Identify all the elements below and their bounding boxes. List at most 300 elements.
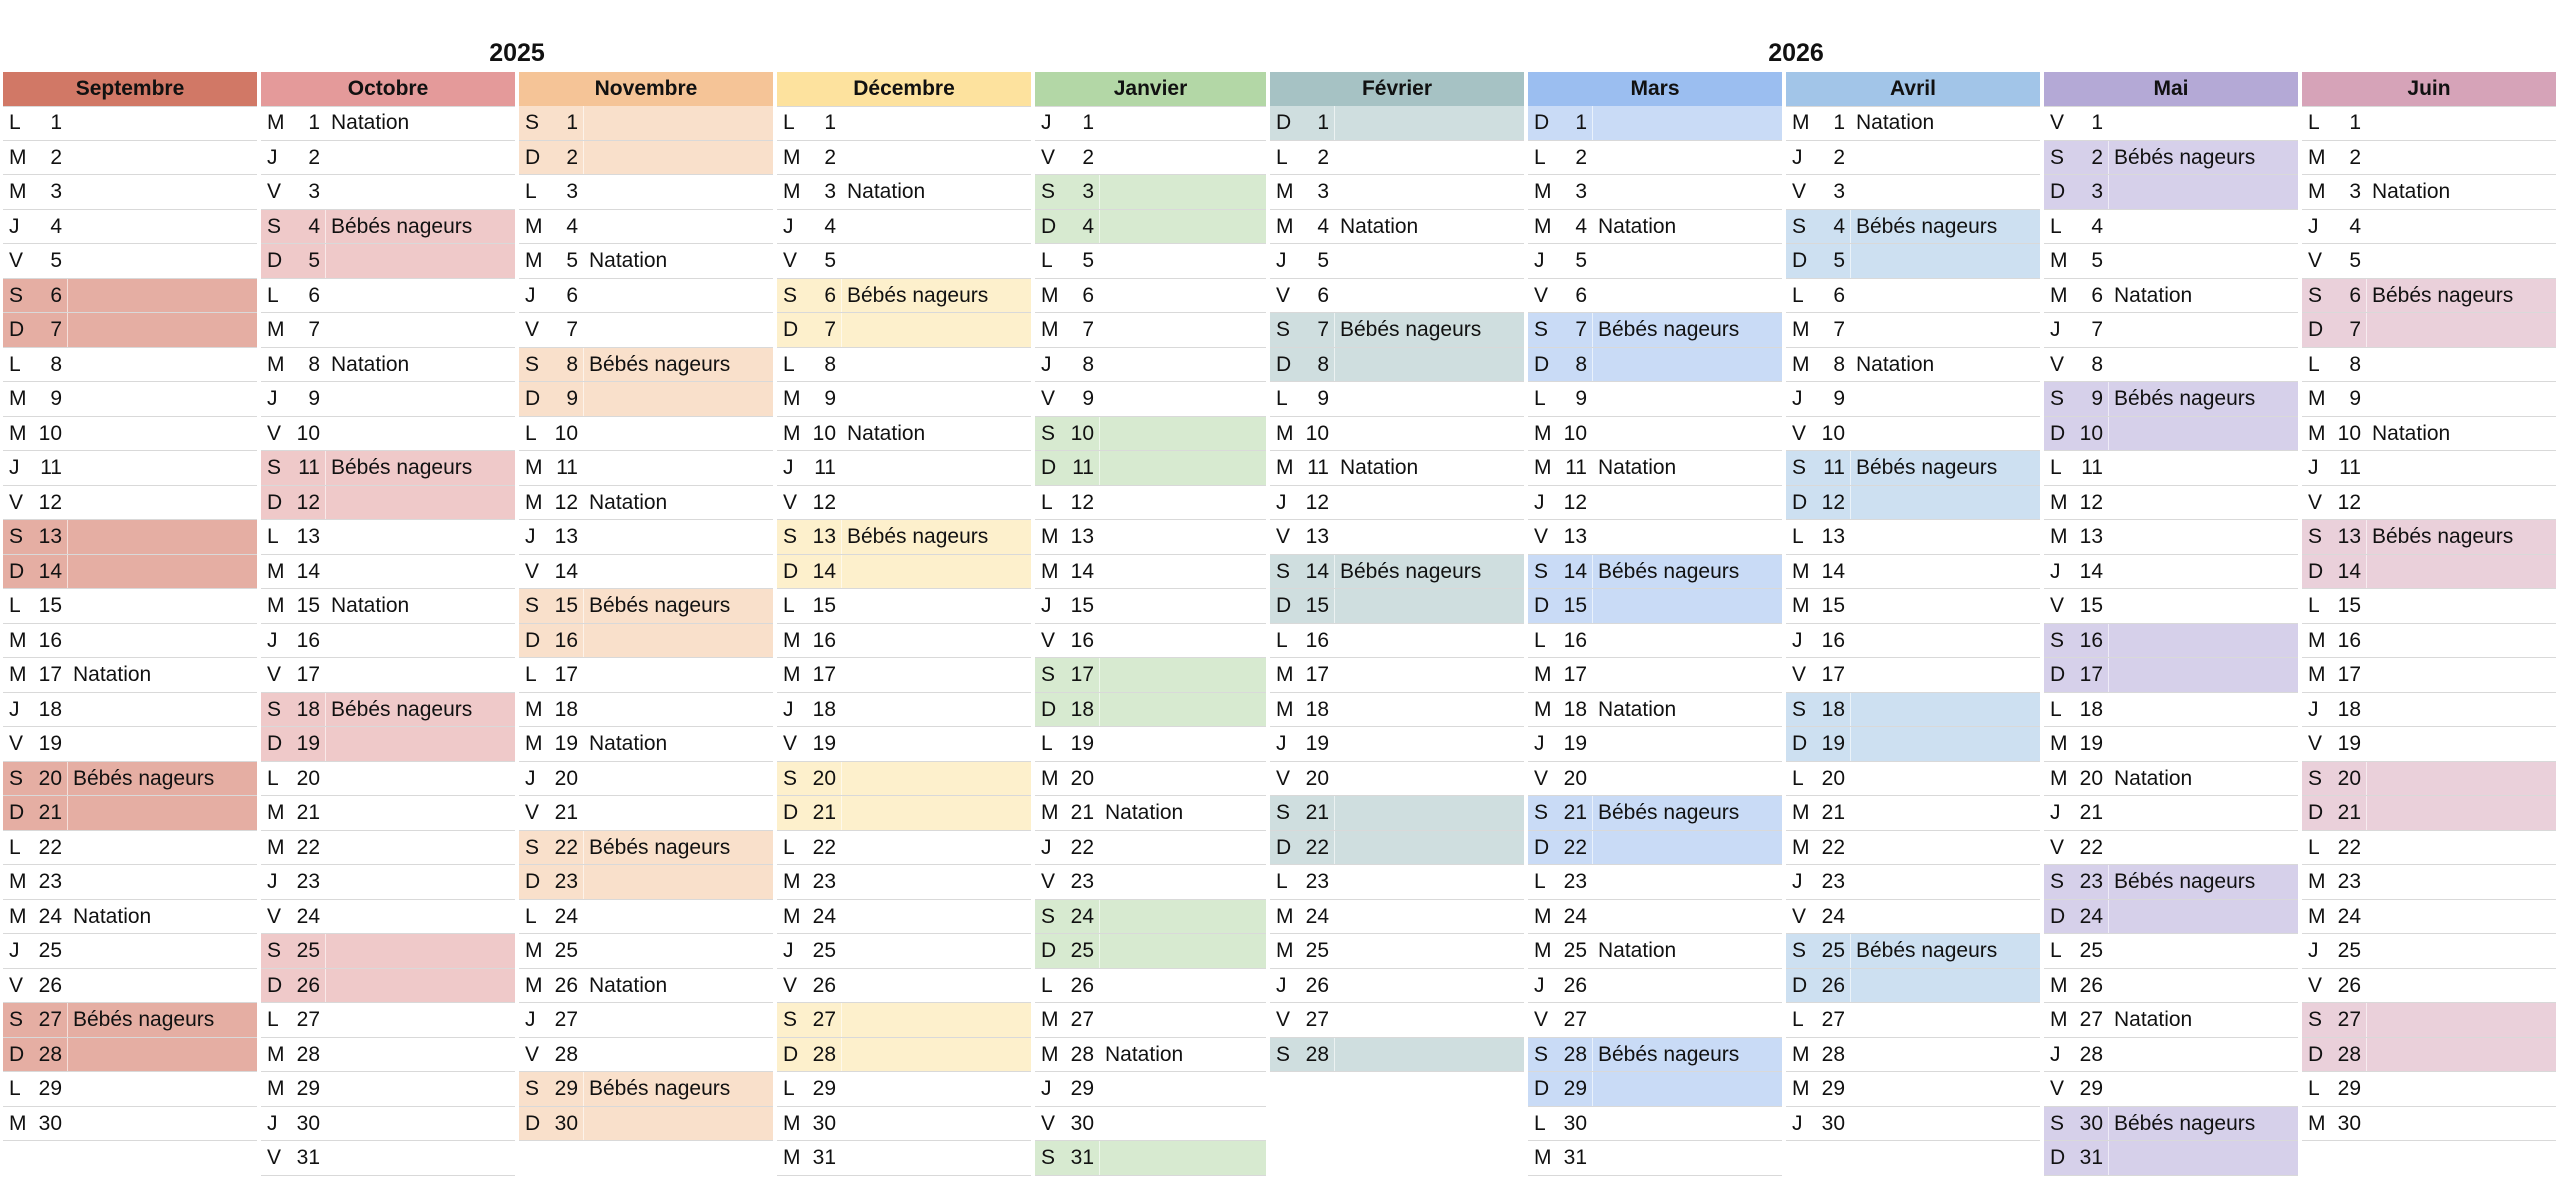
- day-cell[interactable]: [1270, 451, 1524, 486]
- day-cell[interactable]: [519, 313, 773, 348]
- day-cell[interactable]: [3, 520, 257, 555]
- day-cell[interactable]: [777, 210, 1031, 245]
- day-cell[interactable]: [519, 969, 773, 1004]
- day-cell[interactable]: [777, 313, 1031, 348]
- day-cell[interactable]: [261, 693, 515, 728]
- day-cell[interactable]: [777, 693, 1031, 728]
- day-cell[interactable]: [1035, 762, 1266, 797]
- day-cell[interactable]: [261, 1038, 515, 1073]
- day-cell[interactable]: [2044, 279, 2298, 314]
- day-cell[interactable]: [777, 831, 1031, 866]
- day-cell[interactable]: [519, 831, 773, 866]
- day-cell[interactable]: [519, 520, 773, 555]
- day-cell[interactable]: [1786, 348, 2040, 383]
- day-cell[interactable]: [2044, 589, 2298, 624]
- day-cell[interactable]: [2302, 417, 2556, 452]
- day-cell[interactable]: [777, 486, 1031, 521]
- day-cell[interactable]: [519, 1038, 773, 1073]
- day-cell[interactable]: [777, 141, 1031, 176]
- day-cell[interactable]: [1270, 900, 1524, 935]
- day-cell[interactable]: [2302, 831, 2556, 866]
- day-cell[interactable]: [1270, 934, 1524, 969]
- day-cell[interactable]: [1786, 762, 2040, 797]
- day-cell[interactable]: [2302, 555, 2556, 590]
- day-cell[interactable]: [1786, 382, 2040, 417]
- day-cell[interactable]: [261, 244, 515, 279]
- day-cell[interactable]: [519, 451, 773, 486]
- day-cell[interactable]: [1786, 969, 2040, 1004]
- day-cell[interactable]: [261, 106, 515, 141]
- day-cell[interactable]: [2044, 693, 2298, 728]
- day-cell[interactable]: [1270, 382, 1524, 417]
- day-cell[interactable]: [777, 969, 1031, 1004]
- day-cell[interactable]: [1035, 1003, 1266, 1038]
- day-cell[interactable]: [3, 313, 257, 348]
- day-cell[interactable]: [1786, 244, 2040, 279]
- day-cell[interactable]: [1270, 106, 1524, 141]
- day-cell[interactable]: [777, 244, 1031, 279]
- day-cell[interactable]: [2044, 520, 2298, 555]
- day-cell[interactable]: [1270, 313, 1524, 348]
- day-cell[interactable]: [1528, 1141, 1782, 1176]
- day-cell[interactable]: [2302, 865, 2556, 900]
- day-cell[interactable]: [1035, 796, 1266, 831]
- day-cell[interactable]: [1270, 348, 1524, 383]
- day-cell[interactable]: [2302, 1038, 2556, 1073]
- day-cell[interactable]: [519, 934, 773, 969]
- day-cell[interactable]: [2302, 1072, 2556, 1107]
- day-cell[interactable]: [2302, 210, 2556, 245]
- day-cell[interactable]: [1786, 279, 2040, 314]
- day-cell[interactable]: [519, 1003, 773, 1038]
- day-cell[interactable]: [261, 313, 515, 348]
- day-cell[interactable]: [3, 1038, 257, 1073]
- day-cell[interactable]: [1528, 900, 1782, 935]
- day-cell[interactable]: [777, 658, 1031, 693]
- day-cell[interactable]: [777, 1072, 1031, 1107]
- day-cell[interactable]: [519, 175, 773, 210]
- day-cell[interactable]: [1786, 658, 2040, 693]
- day-cell[interactable]: [1270, 520, 1524, 555]
- day-cell[interactable]: [1528, 589, 1782, 624]
- day-cell[interactable]: [261, 382, 515, 417]
- day-cell[interactable]: [1270, 762, 1524, 797]
- day-cell[interactable]: [1035, 486, 1266, 521]
- day-cell[interactable]: [1786, 417, 2040, 452]
- day-cell[interactable]: [2044, 382, 2298, 417]
- day-cell[interactable]: [2302, 934, 2556, 969]
- day-cell[interactable]: [2302, 451, 2556, 486]
- day-cell[interactable]: [1270, 624, 1524, 659]
- day-cell[interactable]: [3, 934, 257, 969]
- day-cell[interactable]: [261, 520, 515, 555]
- day-cell[interactable]: [3, 451, 257, 486]
- day-cell[interactable]: [1528, 244, 1782, 279]
- day-cell[interactable]: [777, 727, 1031, 762]
- day-cell[interactable]: [1528, 555, 1782, 590]
- day-cell[interactable]: [1786, 555, 2040, 590]
- day-cell[interactable]: [1035, 417, 1266, 452]
- day-cell[interactable]: [1270, 589, 1524, 624]
- day-cell[interactable]: [261, 762, 515, 797]
- day-cell[interactable]: [261, 279, 515, 314]
- day-cell[interactable]: [1035, 313, 1266, 348]
- day-cell[interactable]: [1528, 762, 1782, 797]
- day-cell[interactable]: [1035, 969, 1266, 1004]
- day-cell[interactable]: [2044, 106, 2298, 141]
- day-cell[interactable]: [777, 175, 1031, 210]
- day-cell[interactable]: [261, 1107, 515, 1142]
- day-cell[interactable]: [2302, 486, 2556, 521]
- day-cell[interactable]: [2302, 624, 2556, 659]
- day-cell[interactable]: [519, 382, 773, 417]
- day-cell[interactable]: [2302, 244, 2556, 279]
- day-cell[interactable]: [1035, 520, 1266, 555]
- day-cell[interactable]: [1270, 210, 1524, 245]
- day-cell[interactable]: [777, 900, 1031, 935]
- day-cell[interactable]: [1528, 865, 1782, 900]
- day-cell[interactable]: [2044, 555, 2298, 590]
- day-cell[interactable]: [3, 727, 257, 762]
- day-cell[interactable]: [777, 762, 1031, 797]
- day-cell[interactable]: [1270, 175, 1524, 210]
- day-cell[interactable]: [261, 175, 515, 210]
- day-cell[interactable]: [1035, 555, 1266, 590]
- day-cell[interactable]: [1786, 520, 2040, 555]
- day-cell[interactable]: [1270, 658, 1524, 693]
- day-cell[interactable]: [519, 417, 773, 452]
- day-cell[interactable]: [1035, 210, 1266, 245]
- day-cell[interactable]: [2302, 900, 2556, 935]
- day-cell[interactable]: [261, 141, 515, 176]
- day-cell[interactable]: [261, 831, 515, 866]
- day-cell[interactable]: [777, 1107, 1031, 1142]
- day-cell[interactable]: [2302, 727, 2556, 762]
- day-cell[interactable]: [2044, 1003, 2298, 1038]
- day-cell[interactable]: [1035, 831, 1266, 866]
- day-cell[interactable]: [519, 900, 773, 935]
- day-cell[interactable]: [2044, 969, 2298, 1004]
- day-cell[interactable]: [1035, 934, 1266, 969]
- day-cell[interactable]: [1035, 1038, 1266, 1073]
- day-cell[interactable]: [2044, 1107, 2298, 1142]
- day-cell[interactable]: [3, 969, 257, 1004]
- day-cell[interactable]: [3, 210, 257, 245]
- day-cell[interactable]: [2044, 1038, 2298, 1073]
- day-cell[interactable]: [3, 796, 257, 831]
- day-cell[interactable]: [261, 555, 515, 590]
- day-cell[interactable]: [3, 555, 257, 590]
- day-cell[interactable]: [1035, 175, 1266, 210]
- day-cell[interactable]: [777, 865, 1031, 900]
- day-cell[interactable]: [519, 658, 773, 693]
- day-cell[interactable]: [1528, 382, 1782, 417]
- day-cell[interactable]: [1270, 1003, 1524, 1038]
- day-cell[interactable]: [1528, 934, 1782, 969]
- day-cell[interactable]: [3, 348, 257, 383]
- day-cell[interactable]: [3, 106, 257, 141]
- day-cell[interactable]: [1528, 1003, 1782, 1038]
- day-cell[interactable]: [1528, 175, 1782, 210]
- day-cell[interactable]: [2302, 1107, 2556, 1142]
- day-cell[interactable]: [261, 900, 515, 935]
- day-cell[interactable]: [519, 555, 773, 590]
- day-cell[interactable]: [1786, 693, 2040, 728]
- day-cell[interactable]: [3, 589, 257, 624]
- day-cell[interactable]: [1528, 417, 1782, 452]
- day-cell[interactable]: [2044, 244, 2298, 279]
- day-cell[interactable]: [519, 589, 773, 624]
- day-cell[interactable]: [2302, 279, 2556, 314]
- day-cell[interactable]: [2044, 658, 2298, 693]
- day-cell[interactable]: [519, 348, 773, 383]
- day-cell[interactable]: [1035, 658, 1266, 693]
- day-cell[interactable]: [1786, 141, 2040, 176]
- day-cell[interactable]: [2044, 210, 2298, 245]
- day-cell[interactable]: [2044, 451, 2298, 486]
- day-cell[interactable]: [1528, 520, 1782, 555]
- day-cell[interactable]: [2044, 624, 2298, 659]
- day-cell[interactable]: [1270, 555, 1524, 590]
- day-cell[interactable]: [519, 762, 773, 797]
- day-cell[interactable]: [3, 762, 257, 797]
- day-cell[interactable]: [777, 451, 1031, 486]
- day-cell[interactable]: [1786, 900, 2040, 935]
- day-cell[interactable]: [3, 865, 257, 900]
- day-cell[interactable]: [777, 520, 1031, 555]
- day-cell[interactable]: [1035, 900, 1266, 935]
- day-cell[interactable]: [2044, 762, 2298, 797]
- day-cell[interactable]: [2044, 486, 2298, 521]
- day-cell[interactable]: [3, 486, 257, 521]
- day-cell[interactable]: [261, 210, 515, 245]
- day-cell[interactable]: [2044, 831, 2298, 866]
- day-cell[interactable]: [777, 1141, 1031, 1176]
- day-cell[interactable]: [3, 382, 257, 417]
- day-cell[interactable]: [777, 417, 1031, 452]
- day-cell[interactable]: [519, 727, 773, 762]
- day-cell[interactable]: [2044, 1141, 2298, 1176]
- day-cell[interactable]: [2044, 348, 2298, 383]
- day-cell[interactable]: [1786, 486, 2040, 521]
- day-cell[interactable]: [777, 279, 1031, 314]
- day-cell[interactable]: [3, 417, 257, 452]
- day-cell[interactable]: [1270, 969, 1524, 1004]
- day-cell[interactable]: [1786, 1107, 2040, 1142]
- day-cell[interactable]: [261, 624, 515, 659]
- day-cell[interactable]: [2302, 382, 2556, 417]
- day-cell[interactable]: [2302, 969, 2556, 1004]
- day-cell[interactable]: [2044, 313, 2298, 348]
- day-cell[interactable]: [1786, 1003, 2040, 1038]
- day-cell[interactable]: [777, 589, 1031, 624]
- day-cell[interactable]: [261, 934, 515, 969]
- day-cell[interactable]: [1035, 106, 1266, 141]
- day-cell[interactable]: [1035, 279, 1266, 314]
- day-cell[interactable]: [1786, 451, 2040, 486]
- day-cell[interactable]: [1786, 175, 2040, 210]
- day-cell[interactable]: [1270, 727, 1524, 762]
- day-cell[interactable]: [261, 589, 515, 624]
- day-cell[interactable]: [1035, 382, 1266, 417]
- day-cell[interactable]: [519, 693, 773, 728]
- day-cell[interactable]: [1786, 865, 2040, 900]
- day-cell[interactable]: [1786, 313, 2040, 348]
- day-cell[interactable]: [261, 865, 515, 900]
- day-cell[interactable]: [1270, 244, 1524, 279]
- day-cell[interactable]: [2302, 106, 2556, 141]
- day-cell[interactable]: [519, 244, 773, 279]
- day-cell[interactable]: [1786, 796, 2040, 831]
- day-cell[interactable]: [777, 348, 1031, 383]
- day-cell[interactable]: [3, 624, 257, 659]
- day-cell[interactable]: [1270, 141, 1524, 176]
- day-cell[interactable]: [1786, 1072, 2040, 1107]
- day-cell[interactable]: [1270, 417, 1524, 452]
- day-cell[interactable]: [777, 796, 1031, 831]
- day-cell[interactable]: [261, 417, 515, 452]
- day-cell[interactable]: [1035, 589, 1266, 624]
- day-cell[interactable]: [519, 796, 773, 831]
- day-cell[interactable]: [1786, 106, 2040, 141]
- day-cell[interactable]: [2302, 520, 2556, 555]
- day-cell[interactable]: [2302, 762, 2556, 797]
- day-cell[interactable]: [1786, 727, 2040, 762]
- day-cell[interactable]: [1270, 796, 1524, 831]
- day-cell[interactable]: [3, 279, 257, 314]
- day-cell[interactable]: [2302, 175, 2556, 210]
- day-cell[interactable]: [777, 1003, 1031, 1038]
- day-cell[interactable]: [1528, 624, 1782, 659]
- day-cell[interactable]: [1528, 451, 1782, 486]
- day-cell[interactable]: [1528, 969, 1782, 1004]
- day-cell[interactable]: [261, 486, 515, 521]
- day-cell[interactable]: [519, 279, 773, 314]
- day-cell[interactable]: [1528, 727, 1782, 762]
- day-cell[interactable]: [1035, 1107, 1266, 1142]
- day-cell[interactable]: [1035, 451, 1266, 486]
- day-cell[interactable]: [2302, 693, 2556, 728]
- day-cell[interactable]: [2302, 348, 2556, 383]
- day-cell[interactable]: [1528, 313, 1782, 348]
- day-cell[interactable]: [1035, 1072, 1266, 1107]
- day-cell[interactable]: [1528, 106, 1782, 141]
- day-cell[interactable]: [1528, 831, 1782, 866]
- day-cell[interactable]: [777, 1038, 1031, 1073]
- day-cell[interactable]: [261, 658, 515, 693]
- day-cell[interactable]: [2044, 141, 2298, 176]
- day-cell[interactable]: [2302, 1003, 2556, 1038]
- day-cell[interactable]: [1035, 865, 1266, 900]
- day-cell[interactable]: [1528, 796, 1782, 831]
- day-cell[interactable]: [261, 1141, 515, 1176]
- day-cell[interactable]: [1035, 693, 1266, 728]
- day-cell[interactable]: [777, 555, 1031, 590]
- day-cell[interactable]: [3, 175, 257, 210]
- day-cell[interactable]: [1786, 210, 2040, 245]
- day-cell[interactable]: [777, 106, 1031, 141]
- day-cell[interactable]: [1528, 141, 1782, 176]
- day-cell[interactable]: [3, 693, 257, 728]
- day-cell[interactable]: [777, 382, 1031, 417]
- day-cell[interactable]: [3, 831, 257, 866]
- day-cell[interactable]: [2302, 658, 2556, 693]
- day-cell[interactable]: [261, 969, 515, 1004]
- day-cell[interactable]: [519, 106, 773, 141]
- day-cell[interactable]: [1035, 1141, 1266, 1176]
- day-cell[interactable]: [777, 934, 1031, 969]
- day-cell[interactable]: [519, 1072, 773, 1107]
- day-cell[interactable]: [1270, 1038, 1524, 1073]
- day-cell[interactable]: [1528, 210, 1782, 245]
- day-cell[interactable]: [1270, 693, 1524, 728]
- day-cell[interactable]: [2044, 934, 2298, 969]
- day-cell[interactable]: [2044, 796, 2298, 831]
- day-cell[interactable]: [2044, 865, 2298, 900]
- day-cell[interactable]: [261, 727, 515, 762]
- day-cell[interactable]: [261, 348, 515, 383]
- day-cell[interactable]: [261, 796, 515, 831]
- day-cell[interactable]: [261, 1003, 515, 1038]
- day-cell[interactable]: [3, 141, 257, 176]
- day-cell[interactable]: [3, 1003, 257, 1038]
- day-cell[interactable]: [1035, 244, 1266, 279]
- day-cell[interactable]: [1528, 1107, 1782, 1142]
- day-cell[interactable]: [2044, 417, 2298, 452]
- day-cell[interactable]: [3, 658, 257, 693]
- day-cell[interactable]: [3, 900, 257, 935]
- day-cell[interactable]: [1786, 624, 2040, 659]
- day-cell[interactable]: [1528, 658, 1782, 693]
- day-cell[interactable]: [1528, 693, 1782, 728]
- day-cell[interactable]: [3, 1072, 257, 1107]
- day-cell[interactable]: [1528, 486, 1782, 521]
- day-cell[interactable]: [1786, 831, 2040, 866]
- day-cell[interactable]: [1786, 934, 2040, 969]
- day-cell[interactable]: [777, 624, 1031, 659]
- day-cell[interactable]: [3, 244, 257, 279]
- day-cell[interactable]: [1270, 279, 1524, 314]
- day-cell[interactable]: [519, 1107, 773, 1142]
- day-cell[interactable]: [1270, 865, 1524, 900]
- day-cell[interactable]: [2044, 900, 2298, 935]
- day-cell[interactable]: [1035, 624, 1266, 659]
- day-cell[interactable]: [261, 1072, 515, 1107]
- day-cell[interactable]: [519, 624, 773, 659]
- day-cell[interactable]: [3, 1107, 257, 1142]
- day-cell[interactable]: [1528, 1038, 1782, 1073]
- day-cell[interactable]: [2044, 175, 2298, 210]
- day-cell[interactable]: [2302, 313, 2556, 348]
- day-cell[interactable]: [519, 210, 773, 245]
- day-cell[interactable]: [1270, 831, 1524, 866]
- day-cell[interactable]: [1528, 348, 1782, 383]
- day-cell[interactable]: [2302, 589, 2556, 624]
- day-cell[interactable]: [2044, 727, 2298, 762]
- day-cell[interactable]: [1786, 589, 2040, 624]
- day-cell[interactable]: [1528, 1072, 1782, 1107]
- day-cell[interactable]: [1035, 727, 1266, 762]
- day-cell[interactable]: [519, 486, 773, 521]
- day-cell[interactable]: [2044, 1072, 2298, 1107]
- day-cell[interactable]: [1035, 348, 1266, 383]
- day-cell[interactable]: [519, 141, 773, 176]
- day-cell[interactable]: [1035, 141, 1266, 176]
- day-cell[interactable]: [261, 451, 515, 486]
- day-cell[interactable]: [2302, 796, 2556, 831]
- day-cell[interactable]: [2302, 141, 2556, 176]
- day-cell[interactable]: [1270, 486, 1524, 521]
